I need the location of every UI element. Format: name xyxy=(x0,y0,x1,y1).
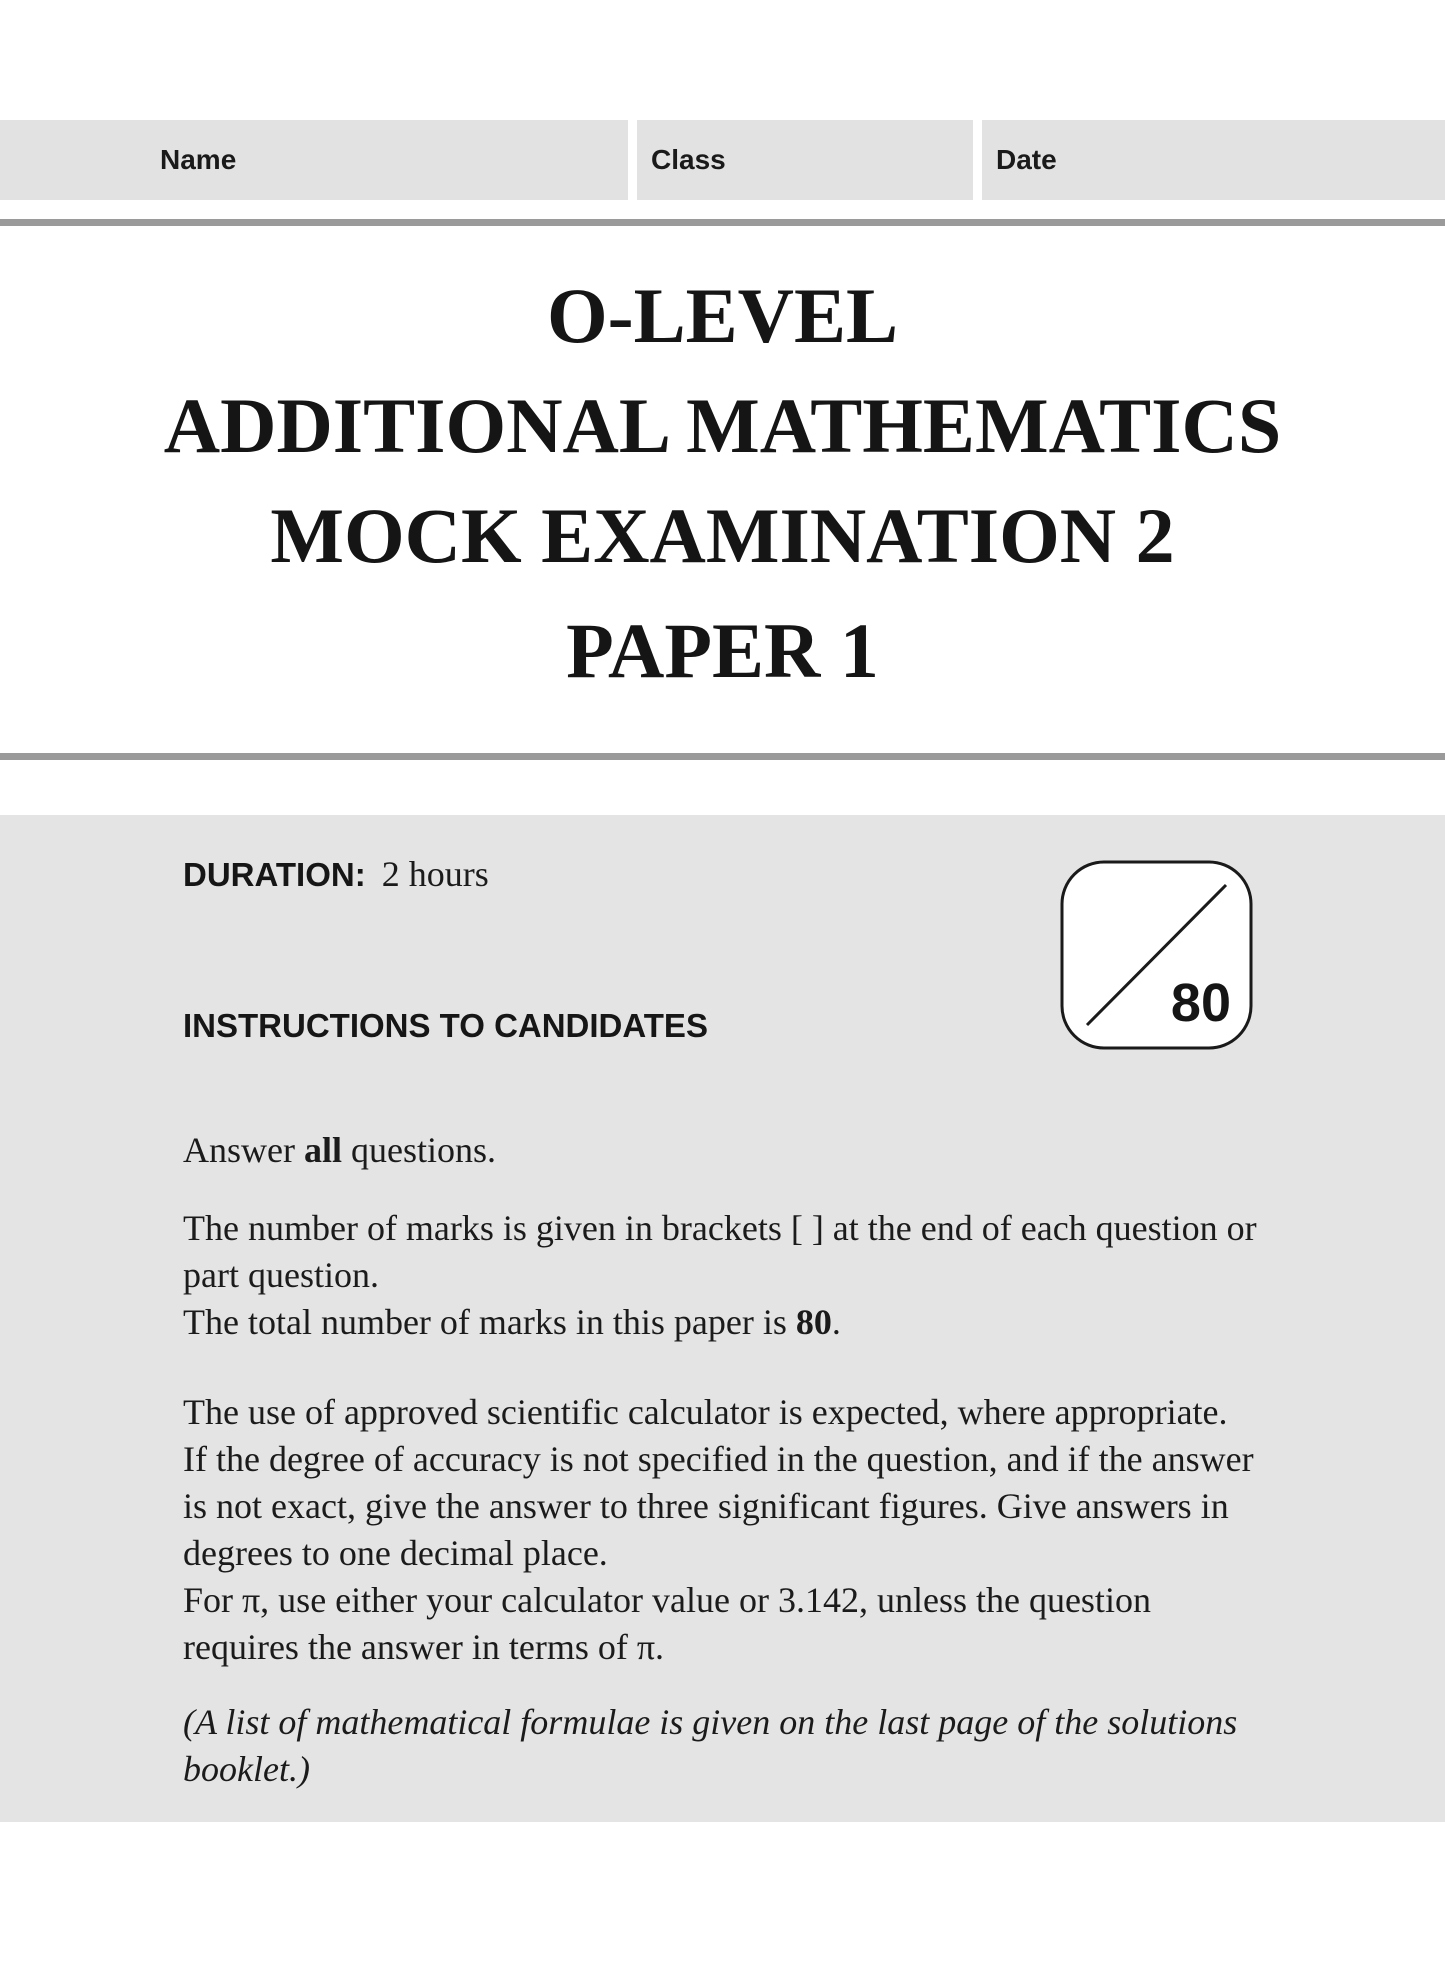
name-field-label: Name xyxy=(160,144,237,175)
answer-suffix: questions. xyxy=(342,1130,497,1170)
mid-divider-rule xyxy=(0,753,1445,760)
date-field-box xyxy=(982,120,1445,200)
answer-bold-word: all xyxy=(303,1130,342,1170)
total-marks-suffix: . xyxy=(831,1302,841,1342)
marks-paragraph-line: The number of marks is given in brackets [ ] at the end of each question or xyxy=(183,1208,1257,1248)
title-line-level: O-LEVEL xyxy=(546,272,899,359)
total-marks-prefix: The total number of marks in this paper is xyxy=(183,1302,796,1342)
calculator-paragraph-line: degrees to one decimal place. xyxy=(183,1533,608,1573)
answer-prefix: Answer xyxy=(183,1130,304,1170)
marks-box xyxy=(1060,860,1253,1050)
top-divider-rule xyxy=(0,219,1445,226)
calculator-paragraph xyxy=(183,1389,1254,1671)
marks-paragraph-line: part question. xyxy=(183,1255,379,1295)
formulae-note-line: (A list of mathematical formulae is given on the last page of the solutions xyxy=(183,1702,1238,1742)
answer-all-line xyxy=(183,1127,496,1174)
calculator-paragraph-line: The use of approved scientific calculator is expected, where appropriate. xyxy=(183,1392,1228,1432)
duration-label: DURATION: xyxy=(183,856,366,893)
date-field-label: Date xyxy=(996,144,1057,175)
marks-paragraph xyxy=(183,1205,1257,1346)
total-marks-bold: 80 xyxy=(795,1302,832,1342)
calculator-paragraph-line: requires the answer in terms of π. xyxy=(183,1627,665,1667)
formulae-note-paragraph xyxy=(183,1699,1237,1793)
marks-total-value: 80 xyxy=(1170,973,1231,1033)
instructions-heading: INSTRUCTIONS TO CANDIDATES xyxy=(183,1007,708,1044)
formulae-note-line: booklet.) xyxy=(183,1749,310,1789)
duration-value: 2 hours xyxy=(381,854,489,894)
instructions-panel xyxy=(0,815,1445,1822)
calculator-paragraph-line: If the degree of accuracy is not specified in the question, and if the answer xyxy=(183,1439,1254,1479)
calculator-paragraph-line: For π, use either your calculator value or 3.142, unless the question xyxy=(183,1580,1151,1620)
class-field-label: Class xyxy=(651,144,726,175)
duration-line xyxy=(183,853,489,895)
title-line-paper: PAPER 1 xyxy=(566,607,879,694)
class-field-box xyxy=(637,120,973,200)
title-line-exam: MOCK EXAMINATION 2 xyxy=(270,492,1175,579)
calculator-paragraph-line: is not exact, give the answer to three significant figures. Give answers in xyxy=(183,1486,1229,1526)
title-line-subject: ADDITIONAL MATHEMATICS xyxy=(163,382,1282,469)
marks-paragraph-line xyxy=(183,1299,1257,1346)
name-field-box xyxy=(0,120,628,200)
